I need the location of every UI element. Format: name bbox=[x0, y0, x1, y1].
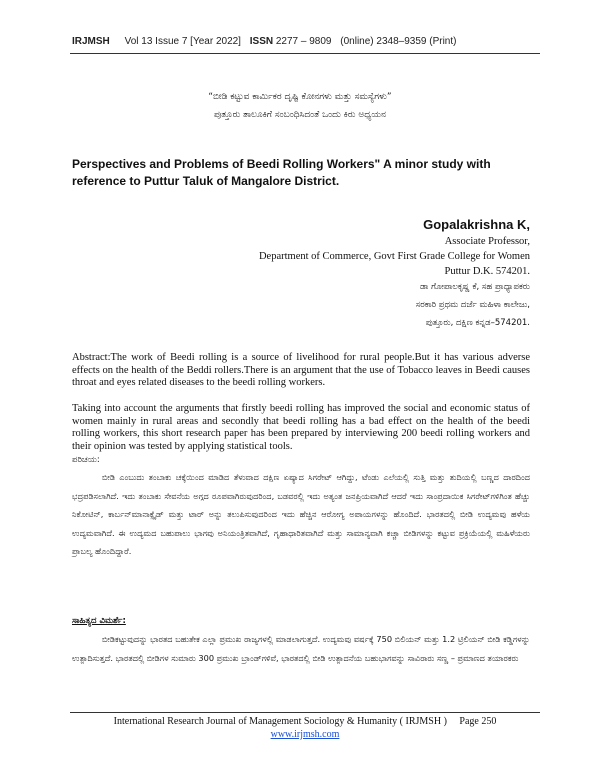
review-heading: ಸಾಹಿತ್ಯದ ವಿಮರ್ಶೆ: bbox=[72, 616, 126, 626]
author-kannada-name: ಡಾ ಗೋಪಾಲಕೃಷ್ಣ ಕೆ, ಸಹ ಪ್ರಾಧ್ಯಾಪಕರು bbox=[419, 282, 530, 292]
author-place: Puttur D.K. 574201. bbox=[444, 266, 530, 277]
issn-label: ISSN bbox=[249, 36, 274, 47]
footer-journal-name: International Research Journal of Management Sociology & Humanity ( IRJMSH ) bbox=[113, 716, 447, 727]
kannada-title-line2: ಪುತ್ತೂರು ತಾಲೂಕಿಗೆ ಸಂಬಂಧಿಸಿದಂತೆ ಒಂದು ಕಿರು ಅಧ್ಯಯನ bbox=[213, 110, 387, 120]
journal-abbrev: IRJMSH bbox=[72, 36, 110, 47]
review-paragraph: ಬೀಡಿಕಟ್ಟುವುದನ್ನು ಭಾರತದ ಬಹುತೇಕ ಎಲ್ಲಾ ಪ್ರಮುಖ ರಾಜ್ಯಗಳಲ್ಲಿ ಮಾಡಲಾಗುತ್ತದೆ. ಉದ್ಯಮವು ವರ್ಷಕ್ಕೆ 750 ಬಿಲಿಯನ್ ಮತ್ತು 1.2 ಟ್ರಿಲಿಯನ್ ಬೀಡಿ ಕಡ್ಡಿಗಳನ್ನು ಉತ್ಪಾದಿಸುತ್ತದೆ. ಭಾರತದಲ್ಲಿ ಬೀಡಿಗಳ ಸುಮಾರು 300 ಪ್ರಮುಖ ಬ್ರಾಂಡ್‌ಗಳಿವೆ, ಭಾರತದಲ್ಲಿ ಬೀಡಿ ಉತ್ಪಾದನೆಯ ಬಹುಭಾಗವನ್ನು ಸಾವಿರಾರು ಸಣ್ಣ – ಪ್ರಮಾಣದ ತಯಾರಕರು bbox=[72, 634, 530, 663]
issn-value: 2277 – 9809 bbox=[275, 36, 332, 47]
page-footer bbox=[70, 715, 540, 741]
header-rule bbox=[70, 53, 540, 54]
kannada-title-line1: “ಬೀಡಿ ಕಟ್ಟುವ ಕಾರ್ಮಿಕರ ದೃಷ್ಟಿ ಕೋನಗಳು ಮತ್ತು ಸಮಸ್ಯೆಗಳು” bbox=[208, 92, 392, 102]
page-number: Page 250 bbox=[459, 716, 497, 727]
author-department: Department of Commerce, Govt First Grade College for Women bbox=[258, 251, 530, 262]
abstract-paragraph-2: Taking into account the arguments that firstly beedi rolling has improved the social and economic status of women mainly in rural areas and secondly that beedi rolling has a bad effect on the health of the beedi rolling workers, this short research paper has been prepared by interviewing 200 beedi rolling workers and their opinion was tested by applying statistical tools. bbox=[72, 403, 530, 452]
volume-info: Vol 13 Issue 7 [Year 2022] bbox=[124, 36, 241, 47]
footer-rule bbox=[70, 712, 540, 713]
journal-website-link[interactable]: www.irjmsh.com bbox=[270, 729, 340, 740]
intro-paragraph: ಬೀಡಿ ಎಂಬುದು ತಂಬಾಕು ಚಕ್ಕೆಯಿಂದ ಮಾಡಿದ ತೆಳುವಾದ ದಕ್ಷಿಣ ಏಷ್ಯಾದ ಸಿಗರೇಟ್ ಆಗಿದ್ದು, ಟೆಂಡು ಎಲೆಯಲ್ಲಿ ಸುತ್ತಿ ಮತ್ತು ತುದಿಯಲ್ಲಿ ಬಣ್ಣದ ದಾರದಿಂದ ಭದ್ರಪಡಿಸಲಾಗಿದೆ. ಇದು ತಂಬಾಕು ಸೇವನೆಯ ಅಗ್ಗದ ರೂಪವಾಗಿರುವುದರಿಂದ, ಬಡವರಲ್ಲಿ ಇದು ಅತ್ಯಂತ ಜನಪ್ರಿಯವಾಗಿದೆ ಆದರೆ ಇದು ಸಾಂಪ್ರದಾಯಿಕ ಸಿಗರೇಟ್‌ಗಳಿಗಿಂತ ಹೆಚ್ಚು ನಿಕೋಟಿನ್, ಕಾರ್ಬನ್‌ಮಾನಾಕ್ಸೈಡ್ ಮತ್ತು ಟಾರ್ ಅನ್ನು ತಲುಪಿಸುವುದರಿಂದ ಇದು ಹೆಚ್ಚಿನ ಆರೋಗ್ಯ ಅಪಾಯಗಳನ್ನು ಹೊಂದಿದೆ. ಭಾರತದಲ್ಲಿ ಬೀಡಿ ಉದ್ಯಮವು ಹಳೆಯ ಉದ್ಯಮವಾಗಿದೆ. ಈ ಉದ್ಯಮದ ಬಹುಪಾಲು ಭಾಗವು ಅನಿಯಂತ್ರಿತವಾಗಿದೆ, ಗೃಹಾಧಾರಿತವಾಗಿದೆ ಮತ್ತು ಸಾಮಾನ್ಯವಾಗಿ ಕಚ್ಚಾ ಬೀಡಿಗಳನ್ನು ಕಟ್ಟುವ ಪ್ರಕ್ರಿಯೆಯಲ್ಲಿ ಮಹಿಳೆಯರು ಪ್ರಾಬಲ್ಯ ಹೊಂದಿದ್ದಾರೆ. bbox=[72, 472, 530, 557]
running-header bbox=[72, 36, 542, 47]
author-designation: Associate Professor, bbox=[444, 236, 530, 247]
author-name: Gopalakrishna K, bbox=[423, 217, 530, 232]
author-kannada-college: ಸರಕಾರಿ ಪ್ರಥಮ ದರ್ಜೆ ಮಹಿಳಾ ಕಾಲೇಜು, bbox=[415, 300, 530, 310]
issn-online: (0nline) 2348–9359 (Print) bbox=[340, 36, 457, 47]
author-kannada-place: ಪುತ್ತೂರು, ದಕ್ಷಿಣ ಕನ್ನಡ–574201. bbox=[425, 318, 530, 328]
abstract-paragraph: Abstract:The work of Beedi rolling is a source of livelihood for rural people.But it has various adverse effects on the health of the Beddi rollers.There is an argument that the use of Tobacco leaves in Beedi causes throat and eyes related diseases to the beedi rolling workers. bbox=[72, 352, 530, 389]
intro-heading: ಪರಿಚಯ: bbox=[72, 455, 100, 465]
paper-title: Perspectives and Problems of Beedi Rolling Workers" A minor study with reference to Puttur Taluk of Mangalore District. bbox=[72, 157, 491, 188]
